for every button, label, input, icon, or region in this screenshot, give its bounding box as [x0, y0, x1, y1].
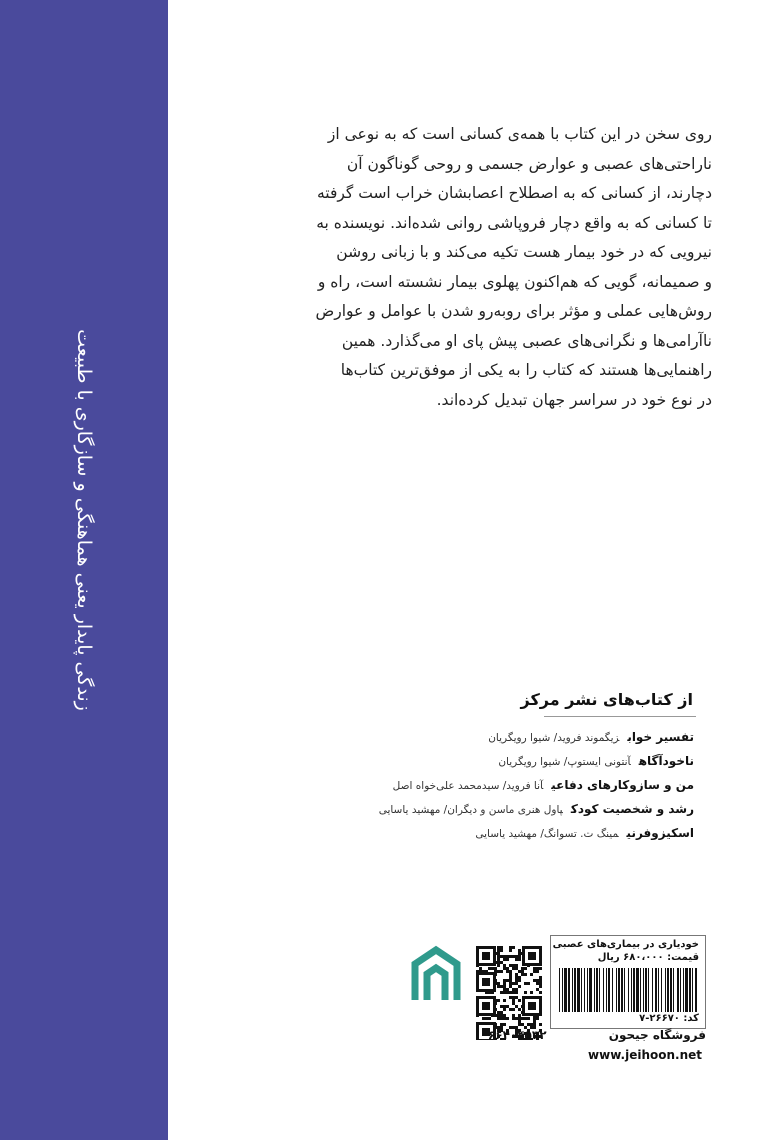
- qr-code-icon: [474, 944, 544, 1040]
- publisher-book-list: [274, 726, 694, 846]
- heading-divider: [544, 716, 696, 717]
- store-website-link[interactable]: www.jeihoon.net: [588, 1048, 702, 1062]
- blurb-line: نیرویی که در خود بیمار هست تکیه می‌کند و با زبانی روشن: [336, 243, 712, 261]
- store-phone: ۶۶۴۰۴۵۳۲: [487, 1028, 547, 1042]
- book-authors: آنا فروید/ سیدمحمد علی‌خواه اصل: [392, 780, 544, 792]
- book-title: ناخودآگاه: [638, 754, 694, 768]
- blurb-line: راهنمایی‌ها هستند که کتاب را به یکی از موفق‌ترین کتاب‌ها: [340, 361, 712, 379]
- book-title: تفسیر خواب: [627, 730, 694, 744]
- blurb-line: تا کسانی که به واقع دچار فروپاشی روانی شده‌اند. نویسنده به: [316, 213, 712, 232]
- barcode-price: قیمت: ۶۸۰،۰۰۰ ریال: [597, 952, 699, 963]
- barcode-icon: [559, 968, 697, 1012]
- blurb-line: ناراحتی‌های عصبی و عوارض جسمی و روحی گوناگون آن: [346, 154, 712, 173]
- publisher-list-heading: از کتاب‌های نشر مرکز: [520, 690, 693, 709]
- store-name: فروشگاه جیحون: [608, 1028, 706, 1042]
- book-title: رشد و شخصیت کودک: [570, 802, 694, 816]
- book-authors: زیگموند فروید/ شیوا رویگریان: [488, 732, 620, 744]
- book-spine-band: [0, 0, 168, 1140]
- book-list-item: [274, 798, 694, 822]
- blurb-line: روی سخن در این کتاب با همه‌ی کسانی است که به نوعی از: [327, 125, 712, 143]
- book-title: من و سازوکارهای دفاعی: [551, 778, 694, 792]
- store-info: [488, 1028, 706, 1042]
- blurb-line: و صمیمانه، گویی که هم‌اکنون پهلوی بیمار نشسته است، راه و: [317, 272, 712, 291]
- barcode-number: کد: ۲۶۶۷۰-۷: [639, 1013, 699, 1024]
- price-barcode-label: [550, 935, 706, 1029]
- book-authors: پاول هنری ماسن و دیگران/ مهشید یاسایی: [378, 804, 563, 816]
- barcode-book-title: خودیاری در بیماری‌های عصبی: [552, 939, 699, 950]
- blurb-line: روش‌هایی عملی و مؤثر برای روبه‌رو شدن با عوامل و عوارض: [315, 302, 712, 320]
- book-title: اسکیزوفرنی: [626, 826, 694, 840]
- book-authors: مینگ ت. تسوانگ/ مهشید یاسایی: [475, 828, 619, 840]
- book-list-item: [274, 726, 694, 750]
- book-list-item: [274, 750, 694, 774]
- book-list-item: [274, 822, 694, 846]
- publisher-logo-icon: [410, 944, 462, 1004]
- back-cover-blurb: [264, 120, 712, 415]
- spine-tagline: زندگی پایدار یعنی هماهنگی و سازگاری با طبیعت: [73, 329, 95, 711]
- book-list-item: [274, 774, 694, 798]
- blurb-line: ناآرامی‌ها و نگرانی‌های عصبی پیش پای او می‌گذارد. همین: [341, 331, 712, 350]
- book-authors: آنتونی ایستوپ/ شیوا رویگریان: [498, 756, 631, 768]
- blurb-line: دچارند، از کسانی که به اصطلاح اعصابشان خراب است گرفته: [316, 184, 712, 202]
- blurb-line: در نوع خود در سراسر جهان تبدیل کرده‌اند.: [436, 390, 712, 409]
